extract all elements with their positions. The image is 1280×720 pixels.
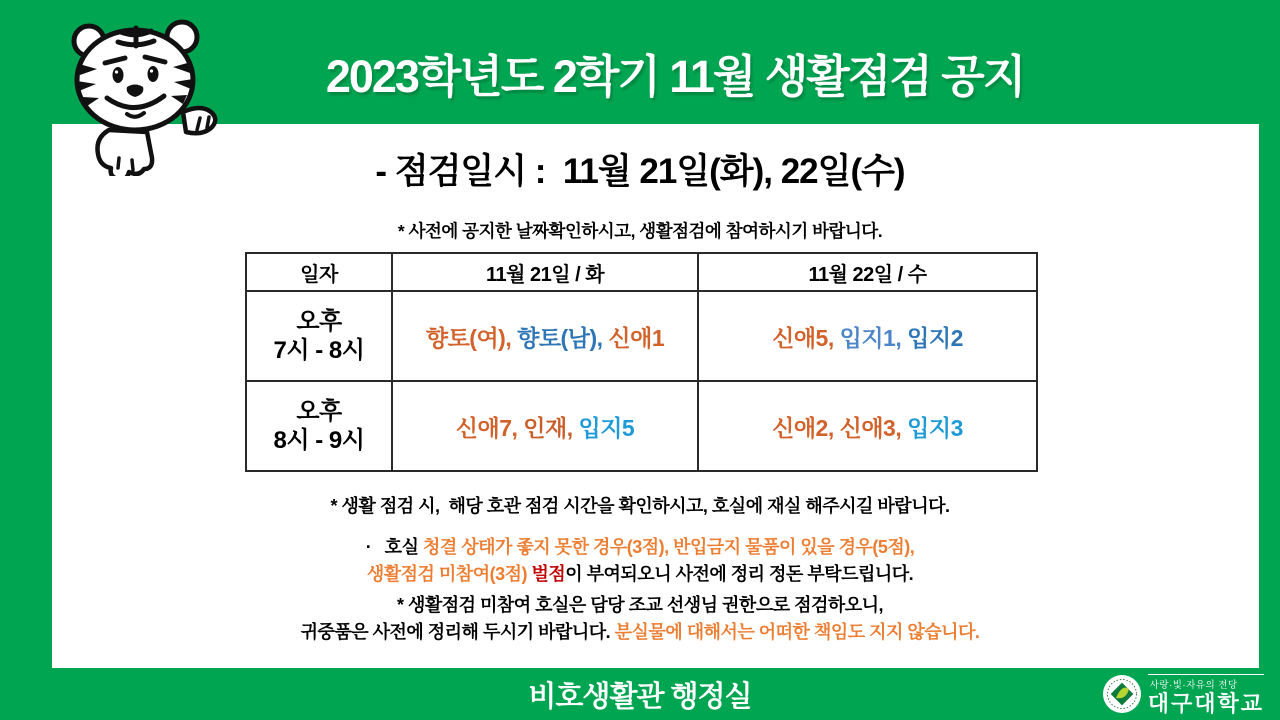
dorm-name: 입지5 — [578, 414, 635, 441]
note-line — [0, 592, 1280, 619]
table-body — [246, 291, 1037, 471]
note-line — [0, 534, 1280, 561]
time-slot-cell: 오후 8시 - 9시 — [246, 381, 392, 471]
tiger-mascot-image — [45, 14, 230, 176]
university-emblem-icon — [1102, 674, 1142, 714]
university-name: 대구대학교 — [1147, 690, 1264, 716]
dorm-list-cell — [392, 381, 698, 471]
dorm-name: 신애5, — [772, 324, 840, 351]
note-penalty — [0, 534, 1280, 588]
table-header-row — [246, 253, 1037, 291]
dorm-name: 입지1, — [839, 324, 908, 351]
inspection-date-line: - 점검일시 : 11월 21일(화), 22일(수) — [375, 152, 905, 191]
dorm-list-cell — [698, 291, 1037, 381]
note-segment: · 호실 — [365, 537, 423, 557]
dorm-name: 향토(여), — [425, 324, 518, 351]
dorm-list-cell — [392, 291, 698, 381]
time-slot-cell: 오후 7시 - 8시 — [246, 291, 392, 381]
note-segment: * 생활점검 미참여 호실은 담당 조교 선생님 권한으로 점검하오니, — [396, 595, 884, 615]
note-line — [0, 492, 1280, 518]
table-header-cell: 11월 22일 / 수 — [698, 253, 1037, 291]
note-segment: 벌점 — [531, 564, 566, 584]
pre-table-note: * 사전에 공지한 날짜확인하시고, 생활점검에 참여하시기 바랍니다. — [397, 221, 883, 241]
dorm-name: 입지3 — [907, 414, 963, 441]
dorm-name: 신애3, — [839, 414, 908, 441]
table-row — [246, 291, 1037, 381]
table-header-cell: 11월 21일 / 화 — [392, 253, 698, 291]
note-segment: * 생활 점검 시, 해당 호관 점검 시간을 확인하시고, 호실에 재실 해주시길 바랍니다. — [330, 496, 950, 516]
note-attendance — [0, 492, 1280, 518]
dorm-name: 신애1 — [608, 324, 665, 351]
page-title: 2023학년도 2학기 11월 생활점검 공지 — [325, 51, 1025, 102]
note-line — [0, 561, 1280, 588]
note-segment: 이 부여되오니 사전에 정리 정돈 부탁드립니다. — [565, 564, 914, 584]
university-motto: 사랑·빛·자유의 전당 — [1148, 674, 1264, 692]
note-segment: 분실물에 대해서는 어떠한 책임도 지지 않습니다. — [614, 622, 980, 642]
dorm-name: 인재, — [523, 414, 579, 441]
dorm-name: 신애2, — [772, 414, 840, 441]
note-segment: 생활점검 미참여(3점) — [366, 564, 532, 584]
note-valuables — [0, 592, 1280, 646]
footer-office-label: 비호생활관 행정실 — [528, 681, 752, 713]
table-header-cell: 일자 — [246, 253, 392, 291]
dorm-name: 향토(남), — [517, 324, 609, 351]
inspection-table — [245, 252, 1038, 472]
note-line — [0, 619, 1280, 646]
dorm-name: 신애7, — [455, 414, 524, 441]
university-logo — [1102, 674, 1264, 715]
note-segment: 귀중품은 사전에 정리해 두시기 바랍니다. — [300, 622, 615, 642]
dorm-name: 입지2 — [907, 324, 963, 351]
note-segment: 청결 상태가 좋지 못한 경우(3점), 반입금지 물품이 있을 경우(5점), — [422, 537, 915, 557]
table-row — [246, 381, 1037, 471]
university-logo-text — [1148, 674, 1264, 715]
dorm-list-cell — [698, 381, 1037, 471]
